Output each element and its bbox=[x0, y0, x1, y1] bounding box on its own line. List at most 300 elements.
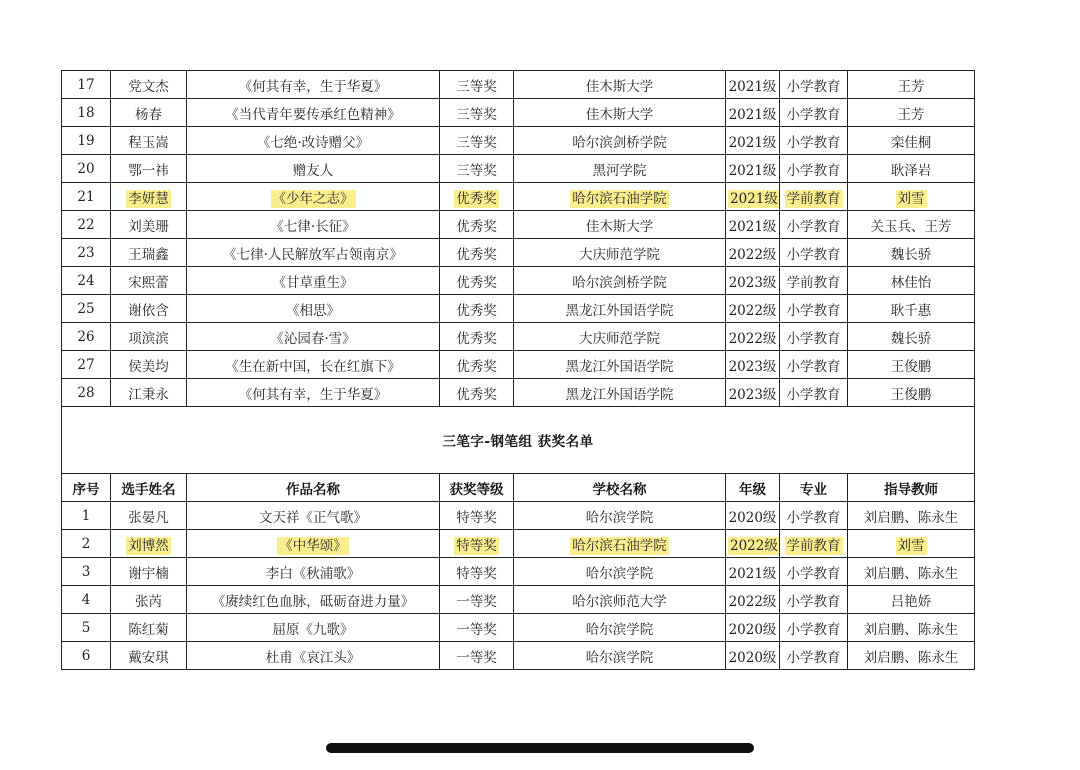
cell-teacher bbox=[848, 351, 975, 379]
cell-major bbox=[780, 351, 848, 379]
cell-award bbox=[440, 239, 514, 267]
cell-school-text: 黑河学院 bbox=[592, 162, 647, 179]
cell-major bbox=[780, 211, 848, 239]
cell-grade-text: 2023级 bbox=[728, 386, 777, 403]
cell-work-text: 杜甫《哀江头》 bbox=[265, 649, 361, 666]
cell-award-text: 一等奖 bbox=[456, 593, 497, 610]
cell-no bbox=[62, 351, 111, 379]
cell-work-text: 《何其有幸，生于华夏》 bbox=[238, 78, 388, 95]
cell-grade bbox=[726, 642, 780, 670]
cell-name bbox=[111, 586, 187, 614]
cell-work bbox=[187, 295, 440, 323]
cell-award-text: 优秀奖 bbox=[456, 302, 497, 319]
cell-no bbox=[62, 99, 111, 127]
cell-no bbox=[62, 323, 111, 351]
table-row bbox=[62, 155, 975, 183]
cell-teacher-text: 栾佳桐 bbox=[890, 134, 932, 151]
cell-name-text: 陈红菊 bbox=[128, 621, 169, 638]
cell-teacher-text: 耿千惠 bbox=[890, 302, 932, 319]
cell-work-text: 《沁园春·雪》 bbox=[270, 330, 356, 347]
cell-name-text: 张芮 bbox=[135, 593, 162, 610]
cell-name bbox=[111, 99, 187, 127]
cell-major bbox=[780, 323, 848, 351]
section1-body bbox=[62, 71, 975, 407]
cell-name bbox=[111, 351, 187, 379]
cell-award-text: 三等奖 bbox=[456, 78, 497, 95]
cell-major-text: 小学教育 bbox=[786, 106, 841, 123]
cell-school bbox=[514, 379, 726, 407]
cell-award-text: 优秀奖 bbox=[456, 330, 497, 347]
cell-no-text: 27 bbox=[77, 356, 95, 373]
header-major: 专业 bbox=[780, 474, 848, 502]
cell-work-text: 《甘草重生》 bbox=[272, 274, 354, 291]
cell-school bbox=[514, 267, 726, 295]
cell-award-text: 三等奖 bbox=[456, 106, 497, 123]
cell-school-text: 哈尔滨师范大学 bbox=[572, 593, 667, 610]
cell-award bbox=[440, 614, 514, 642]
table-row bbox=[62, 127, 975, 155]
cell-award-text: 特等奖 bbox=[456, 537, 497, 554]
cell-grade-text: 2022级 bbox=[728, 302, 777, 319]
cell-major bbox=[780, 502, 848, 530]
cell-no bbox=[62, 295, 111, 323]
cell-name bbox=[111, 502, 187, 530]
cell-award-text: 优秀奖 bbox=[456, 190, 497, 207]
cell-major bbox=[780, 71, 848, 99]
cell-major-text: 小学教育 bbox=[786, 246, 841, 263]
cell-work-text: 《中华颂》 bbox=[279, 537, 347, 554]
cell-teacher bbox=[848, 558, 975, 586]
cell-teacher-text: 王俊鹏 bbox=[890, 386, 932, 403]
cell-name-text: 刘美珊 bbox=[128, 218, 169, 235]
cell-grade bbox=[726, 295, 780, 323]
cell-award bbox=[440, 530, 514, 558]
header-work: 作品名称 bbox=[187, 474, 440, 502]
cell-name-text: 项滨滨 bbox=[128, 330, 169, 347]
cell-work-text: 赠友人 bbox=[292, 162, 334, 179]
header-school: 学校名称 bbox=[514, 474, 726, 502]
cell-work bbox=[187, 530, 440, 558]
cell-award bbox=[440, 267, 514, 295]
cell-teacher bbox=[848, 267, 975, 295]
cell-school-text: 哈尔滨剑桥学院 bbox=[572, 274, 667, 291]
cell-school-text: 哈尔滨石油学院 bbox=[572, 537, 667, 554]
cell-work bbox=[187, 351, 440, 379]
table-row bbox=[62, 379, 975, 407]
cell-award-text: 优秀奖 bbox=[456, 218, 497, 235]
cell-major-text: 小学教育 bbox=[786, 649, 841, 666]
cell-award bbox=[440, 99, 514, 127]
cell-no bbox=[62, 127, 111, 155]
cell-no bbox=[62, 183, 111, 211]
cell-major bbox=[780, 586, 848, 614]
cell-school bbox=[514, 502, 726, 530]
cell-school-text: 佳木斯大学 bbox=[585, 78, 654, 95]
table-row bbox=[62, 239, 975, 267]
cell-teacher-text: 刘雪 bbox=[897, 190, 925, 207]
cell-major bbox=[780, 155, 848, 183]
header-no: 序号 bbox=[62, 474, 111, 502]
cell-name-text: 党文杰 bbox=[128, 78, 169, 95]
cell-teacher bbox=[848, 530, 975, 558]
cell-school-text: 哈尔滨石油学院 bbox=[572, 190, 667, 207]
cell-grade-text: 2020级 bbox=[728, 621, 777, 638]
cell-grade-text: 2021级 bbox=[730, 190, 778, 207]
cell-teacher-text: 魏长骄 bbox=[890, 246, 932, 263]
cell-work-text: 李白《秋浦歌》 bbox=[265, 565, 361, 582]
cell-teacher bbox=[848, 99, 975, 127]
cell-award bbox=[440, 211, 514, 239]
table-row bbox=[62, 586, 975, 614]
cell-major-text: 学前教育 bbox=[786, 274, 841, 291]
cell-school-text: 佳木斯大学 bbox=[585, 106, 654, 123]
section2-body bbox=[62, 407, 975, 502]
cell-award bbox=[440, 295, 514, 323]
cell-major-text: 小学教育 bbox=[786, 134, 841, 151]
cell-name bbox=[111, 558, 187, 586]
cell-name-text: 李妍慧 bbox=[128, 190, 169, 207]
cell-grade-text: 2022级 bbox=[728, 593, 777, 610]
table-row bbox=[62, 99, 975, 127]
home-indicator[interactable] bbox=[326, 743, 754, 753]
cell-school-text: 哈尔滨学院 bbox=[585, 509, 654, 526]
cell-work bbox=[187, 211, 440, 239]
cell-school-text: 大庆师范学院 bbox=[579, 246, 660, 263]
cell-no bbox=[62, 71, 111, 99]
cell-award bbox=[440, 351, 514, 379]
cell-grade bbox=[726, 211, 780, 239]
cell-teacher-text: 王俊鹏 bbox=[890, 358, 932, 375]
cell-name-text: 江秉永 bbox=[128, 386, 169, 403]
cell-award-text: 特等奖 bbox=[456, 565, 497, 582]
cell-grade-text: 2021级 bbox=[728, 218, 777, 235]
cell-school bbox=[514, 642, 726, 670]
cell-award-text: 优秀奖 bbox=[456, 386, 497, 403]
cell-name-text: 宋熙蕾 bbox=[128, 274, 169, 291]
cell-school bbox=[514, 530, 726, 558]
cell-major bbox=[780, 239, 848, 267]
cell-work-text: 《生在新中国，长在红旗下》 bbox=[225, 358, 401, 375]
cell-no-text: 18 bbox=[77, 104, 95, 121]
cell-award-text: 一等奖 bbox=[456, 621, 497, 638]
table-row bbox=[62, 267, 975, 295]
cell-name-text: 杨春 bbox=[135, 106, 162, 123]
cell-major bbox=[780, 642, 848, 670]
cell-major bbox=[780, 530, 848, 558]
cell-school-text: 黑龙江外国语学院 bbox=[565, 302, 674, 319]
cell-work-text: 《相思》 bbox=[286, 302, 340, 319]
cell-work bbox=[187, 323, 440, 351]
cell-grade-text: 2021级 bbox=[728, 565, 777, 582]
cell-name bbox=[111, 295, 187, 323]
table-row bbox=[62, 530, 975, 558]
cell-award bbox=[440, 155, 514, 183]
cell-work-text: 文天祥《正气歌》 bbox=[259, 509, 367, 526]
cell-work bbox=[187, 642, 440, 670]
cell-no bbox=[62, 502, 111, 530]
section2-title: 三笔字-钢笔组 获奖名单 bbox=[62, 407, 975, 474]
cell-no bbox=[62, 642, 111, 670]
cell-no bbox=[62, 614, 111, 642]
cell-name-text: 刘博然 bbox=[128, 537, 169, 554]
cell-major-text: 小学教育 bbox=[786, 218, 841, 235]
cell-work bbox=[187, 239, 440, 267]
cell-name bbox=[111, 239, 187, 267]
cell-major bbox=[780, 99, 848, 127]
cell-grade bbox=[726, 127, 780, 155]
cell-grade-text: 2023级 bbox=[728, 274, 777, 291]
cell-no-text: 23 bbox=[77, 244, 95, 261]
cell-major bbox=[780, 379, 848, 407]
section2-rows bbox=[62, 502, 975, 670]
cell-no bbox=[62, 267, 111, 295]
table-row bbox=[62, 614, 975, 642]
cell-no-text: 20 bbox=[77, 160, 95, 177]
cell-grade bbox=[726, 183, 780, 211]
cell-work-text: 《七绝·改诗赠父》 bbox=[256, 134, 370, 151]
cell-name-text: 谢宇楠 bbox=[128, 565, 169, 582]
cell-teacher bbox=[848, 183, 975, 211]
cell-school bbox=[514, 99, 726, 127]
cell-major bbox=[780, 558, 848, 586]
cell-grade bbox=[726, 99, 780, 127]
cell-major-text: 小学教育 bbox=[786, 593, 841, 610]
cell-school-text: 哈尔滨剑桥学院 bbox=[572, 134, 667, 151]
cell-award bbox=[440, 323, 514, 351]
table-row bbox=[62, 502, 975, 530]
cell-no-text: 5 bbox=[81, 619, 91, 636]
cell-work bbox=[187, 183, 440, 211]
cell-major bbox=[780, 614, 848, 642]
cell-teacher bbox=[848, 295, 975, 323]
cell-no-text: 24 bbox=[77, 272, 95, 289]
cell-teacher-text: 刘启鹏、陈永生 bbox=[863, 565, 959, 582]
cell-award-text: 特等奖 bbox=[456, 509, 497, 526]
header-teacher: 指导教师 bbox=[848, 474, 975, 502]
cell-teacher bbox=[848, 502, 975, 530]
cell-name-text: 谢依含 bbox=[128, 302, 169, 319]
cell-grade-text: 2021级 bbox=[728, 134, 777, 151]
award-list-table bbox=[61, 70, 975, 670]
cell-grade bbox=[726, 558, 780, 586]
cell-no-text: 1 bbox=[81, 507, 91, 524]
cell-grade bbox=[726, 586, 780, 614]
cell-award bbox=[440, 379, 514, 407]
cell-work bbox=[187, 558, 440, 586]
cell-teacher-text: 王芳 bbox=[897, 106, 925, 123]
cell-no-text: 17 bbox=[77, 76, 95, 93]
cell-grade-text: 2022级 bbox=[730, 537, 778, 554]
cell-teacher bbox=[848, 211, 975, 239]
cell-no bbox=[62, 211, 111, 239]
cell-major-text: 小学教育 bbox=[786, 386, 841, 403]
cell-teacher-text: 耿泽岩 bbox=[890, 162, 932, 179]
cell-major-text: 小学教育 bbox=[786, 565, 841, 582]
cell-school bbox=[514, 155, 726, 183]
cell-no bbox=[62, 530, 111, 558]
cell-work bbox=[187, 99, 440, 127]
table-row bbox=[62, 211, 975, 239]
cell-major-text: 小学教育 bbox=[786, 330, 841, 347]
cell-school-text: 黑龙江外国语学院 bbox=[565, 386, 674, 403]
cell-no bbox=[62, 155, 111, 183]
cell-name-text: 张晏凡 bbox=[128, 509, 169, 526]
cell-no-text: 6 bbox=[81, 647, 91, 664]
cell-major-text: 学前教育 bbox=[786, 190, 841, 207]
cell-no-text: 2 bbox=[81, 535, 91, 552]
cell-teacher bbox=[848, 379, 975, 407]
cell-work-text: 《七律·长征》 bbox=[270, 218, 356, 235]
cell-teacher bbox=[848, 586, 975, 614]
cell-no bbox=[62, 239, 111, 267]
cell-award-text: 优秀奖 bbox=[456, 274, 497, 291]
cell-no-text: 25 bbox=[77, 300, 95, 317]
cell-grade-text: 2023级 bbox=[728, 358, 777, 375]
cell-grade bbox=[726, 502, 780, 530]
cell-grade-text: 2022级 bbox=[728, 246, 777, 263]
table-row bbox=[62, 71, 975, 99]
cell-grade bbox=[726, 379, 780, 407]
cell-school bbox=[514, 183, 726, 211]
cell-major bbox=[780, 127, 848, 155]
cell-grade bbox=[726, 614, 780, 642]
cell-school bbox=[514, 323, 726, 351]
cell-work-text: 《赓续红色血脉，砥砺奋进力量》 bbox=[211, 593, 415, 610]
cell-award-text: 优秀奖 bbox=[456, 358, 497, 375]
cell-grade bbox=[726, 155, 780, 183]
cell-teacher-text: 魏长骄 bbox=[890, 330, 932, 347]
cell-work-text: 《何其有幸，生于华夏》 bbox=[238, 386, 388, 403]
cell-award-text: 三等奖 bbox=[456, 134, 497, 151]
cell-school bbox=[514, 71, 726, 99]
cell-teacher-text: 林佳怡 bbox=[890, 274, 932, 291]
cell-work bbox=[187, 127, 440, 155]
cell-name bbox=[111, 211, 187, 239]
cell-name bbox=[111, 71, 187, 99]
cell-no-text: 19 bbox=[77, 132, 95, 149]
cell-teacher-text: 刘启鹏、陈永生 bbox=[863, 509, 959, 526]
cell-major-text: 小学教育 bbox=[786, 302, 841, 319]
cell-school bbox=[514, 586, 726, 614]
cell-no bbox=[62, 586, 111, 614]
cell-teacher bbox=[848, 127, 975, 155]
cell-grade bbox=[726, 323, 780, 351]
cell-school bbox=[514, 558, 726, 586]
cell-work bbox=[187, 71, 440, 99]
cell-work bbox=[187, 586, 440, 614]
table-row bbox=[62, 642, 975, 670]
cell-work bbox=[187, 379, 440, 407]
cell-major bbox=[780, 183, 848, 211]
cell-name-text: 侯美均 bbox=[128, 358, 169, 375]
cell-grade-text: 2022级 bbox=[728, 330, 777, 347]
cell-award bbox=[440, 502, 514, 530]
cell-name bbox=[111, 642, 187, 670]
cell-grade bbox=[726, 351, 780, 379]
cell-name bbox=[111, 530, 187, 558]
cell-grade-text: 2020级 bbox=[728, 509, 777, 526]
table-row bbox=[62, 295, 975, 323]
table-row bbox=[62, 558, 975, 586]
cell-school bbox=[514, 127, 726, 155]
cell-name-text: 戴安琪 bbox=[128, 649, 169, 666]
cell-award-text: 一等奖 bbox=[456, 649, 497, 666]
cell-work-text: 《七律·人民解放军占领南京》 bbox=[223, 246, 403, 263]
cell-no-text: 21 bbox=[77, 188, 95, 205]
cell-major bbox=[780, 295, 848, 323]
cell-school bbox=[514, 614, 726, 642]
cell-grade-text: 2021级 bbox=[728, 106, 777, 123]
cell-no-text: 22 bbox=[77, 216, 95, 233]
cell-name bbox=[111, 379, 187, 407]
cell-grade bbox=[726, 530, 780, 558]
cell-school-text: 黑龙江外国语学院 bbox=[565, 358, 674, 375]
cell-grade-text: 2021级 bbox=[728, 78, 777, 95]
cell-school bbox=[514, 351, 726, 379]
cell-no-text: 3 bbox=[81, 563, 91, 580]
cell-award-text: 三等奖 bbox=[456, 162, 497, 179]
cell-name-text: 王瑞鑫 bbox=[128, 246, 169, 263]
cell-work bbox=[187, 267, 440, 295]
cell-grade bbox=[726, 239, 780, 267]
cell-work bbox=[187, 155, 440, 183]
cell-major-text: 小学教育 bbox=[786, 162, 841, 179]
cell-teacher bbox=[848, 155, 975, 183]
cell-grade-text: 2021级 bbox=[728, 162, 777, 179]
cell-school-text: 大庆师范学院 bbox=[579, 330, 660, 347]
cell-school bbox=[514, 239, 726, 267]
cell-grade bbox=[726, 71, 780, 99]
cell-major-text: 小学教育 bbox=[786, 358, 841, 375]
cell-name-text: 程玉嵩 bbox=[128, 134, 169, 151]
cell-award-text: 优秀奖 bbox=[456, 246, 497, 263]
cell-no-text: 4 bbox=[81, 591, 91, 608]
cell-school-text: 哈尔滨学院 bbox=[585, 649, 654, 666]
cell-teacher-text: 王芳 bbox=[897, 78, 925, 95]
cell-name bbox=[111, 155, 187, 183]
cell-name bbox=[111, 267, 187, 295]
header-award: 获奖等级 bbox=[440, 474, 514, 502]
table-row bbox=[62, 351, 975, 379]
table-row bbox=[62, 183, 975, 211]
cell-award bbox=[440, 71, 514, 99]
cell-school-text: 哈尔滨学院 bbox=[585, 565, 654, 582]
cell-name bbox=[111, 127, 187, 155]
cell-name bbox=[111, 614, 187, 642]
cell-award bbox=[440, 183, 514, 211]
cell-work bbox=[187, 502, 440, 530]
cell-teacher bbox=[848, 239, 975, 267]
cell-work-text: 《少年之志》 bbox=[272, 190, 354, 207]
cell-major bbox=[780, 267, 848, 295]
cell-work bbox=[187, 614, 440, 642]
cell-award bbox=[440, 558, 514, 586]
table-row bbox=[62, 323, 975, 351]
section2-title-row bbox=[62, 407, 975, 474]
cell-school bbox=[514, 211, 726, 239]
cell-major-text: 小学教育 bbox=[786, 78, 841, 95]
cell-no bbox=[62, 379, 111, 407]
cell-school bbox=[514, 295, 726, 323]
cell-work-text: 屈原《九歌》 bbox=[272, 621, 354, 638]
cell-name bbox=[111, 183, 187, 211]
cell-teacher bbox=[848, 614, 975, 642]
cell-award bbox=[440, 642, 514, 670]
cell-no bbox=[62, 558, 111, 586]
cell-school-text: 佳木斯大学 bbox=[585, 218, 654, 235]
cell-name-text: 鄂一祎 bbox=[128, 162, 169, 179]
cell-work-text: 《当代青年要传承红色精神》 bbox=[225, 106, 401, 123]
